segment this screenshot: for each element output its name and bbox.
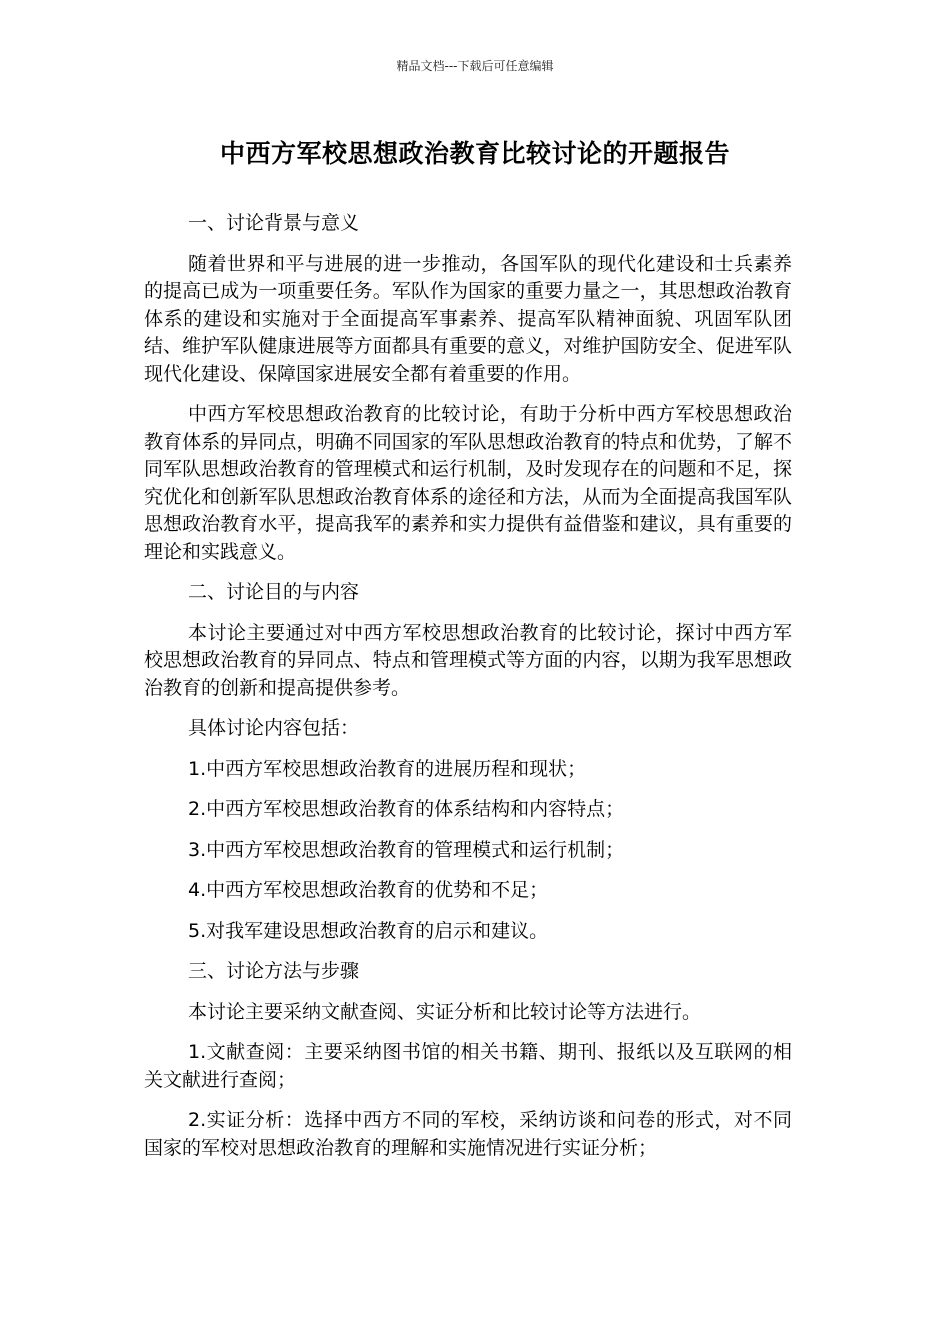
paragraph-methods: 本讨论主要采纳文献查阅、实证分析和比较讨论等方法进行。: [188, 1000, 702, 1023]
document-title: 中西方军校思想政治教育比较讨论的开题报告: [219, 139, 730, 168]
section-heading-3: 三、讨论方法与步骤: [188, 960, 360, 982]
section-heading-1: 一、讨论背景与意义: [188, 212, 360, 234]
list-item: 1.中西方军校思想政治教育的进展历程和现状；: [188, 757, 587, 780]
section-heading-2: 二、讨论目的与内容: [188, 581, 360, 603]
list-item: 2.中西方军校思想政治教育的体系结构和内容特点；: [188, 798, 625, 820]
list-item: 2.实证分析：选择中西方不同的军校，采纳访谈和问卷的形式，对不同国家的军校对思想政治教育的理解和实施情况进行实证分析；: [144, 1109, 792, 1159]
list-item: 3.中西方军校思想政治教育的管理模式和运行机制；: [188, 838, 625, 861]
paragraph-background-1: 随着世界和平与进展的进一步推动，各国军队的现代化建设和士兵素养的提高已成为一项重要任务。军队作为国家的重要力量之一，其思想政治教育体系的建设和实施对于全面提高军事素养、提高军队精神面貌、巩固军队团结、维护军队健康进展等方面都具有重要的意义，对维护国防安全、促进军队现代化建设、保障国家进展安全都有着重要的作用。: [144, 252, 792, 385]
list-item: 5.对我军建设思想政治教育的启示和建议。: [188, 919, 549, 942]
paragraph-content-intro: 具体讨论内容包括：: [188, 717, 360, 739]
paragraph-purpose: 本讨论主要通过对中西方军校思想政治教育的比较讨论，探讨中西方军校思想政治教育的异同点、特点和管理模式等方面的内容，以期为我军思想政治教育的创新和提高提供参考。: [144, 621, 792, 699]
header-note: 精品文档---下载后可任意编辑: [396, 59, 554, 73]
paragraph-background-2: 中西方军校思想政治教育的比较讨论，有助于分析中西方军校思想政治教育体系的异同点，明确不同国家的军队思想政治教育的特点和优势，了解不同军队思想政治教育的管理模式和运行机制，及时发现存在的问题和不足，探究优化和创新军队思想政治教育体系的途径和方法，从而为全面提高我国军队思想政治教育水平，提高我军的素养和实力提供有益借鉴和建议，具有重要的理论和实践意义。: [144, 403, 792, 563]
list-item: 4.中西方军校思想政治教育的优势和不足；: [188, 879, 549, 901]
list-item: 1.文献查阅：主要采纳图书馆的相关书籍、期刊、报纸以及互联网的相关文献进行查阅；: [144, 1041, 792, 1091]
document-body: [144, 210, 792, 1175]
